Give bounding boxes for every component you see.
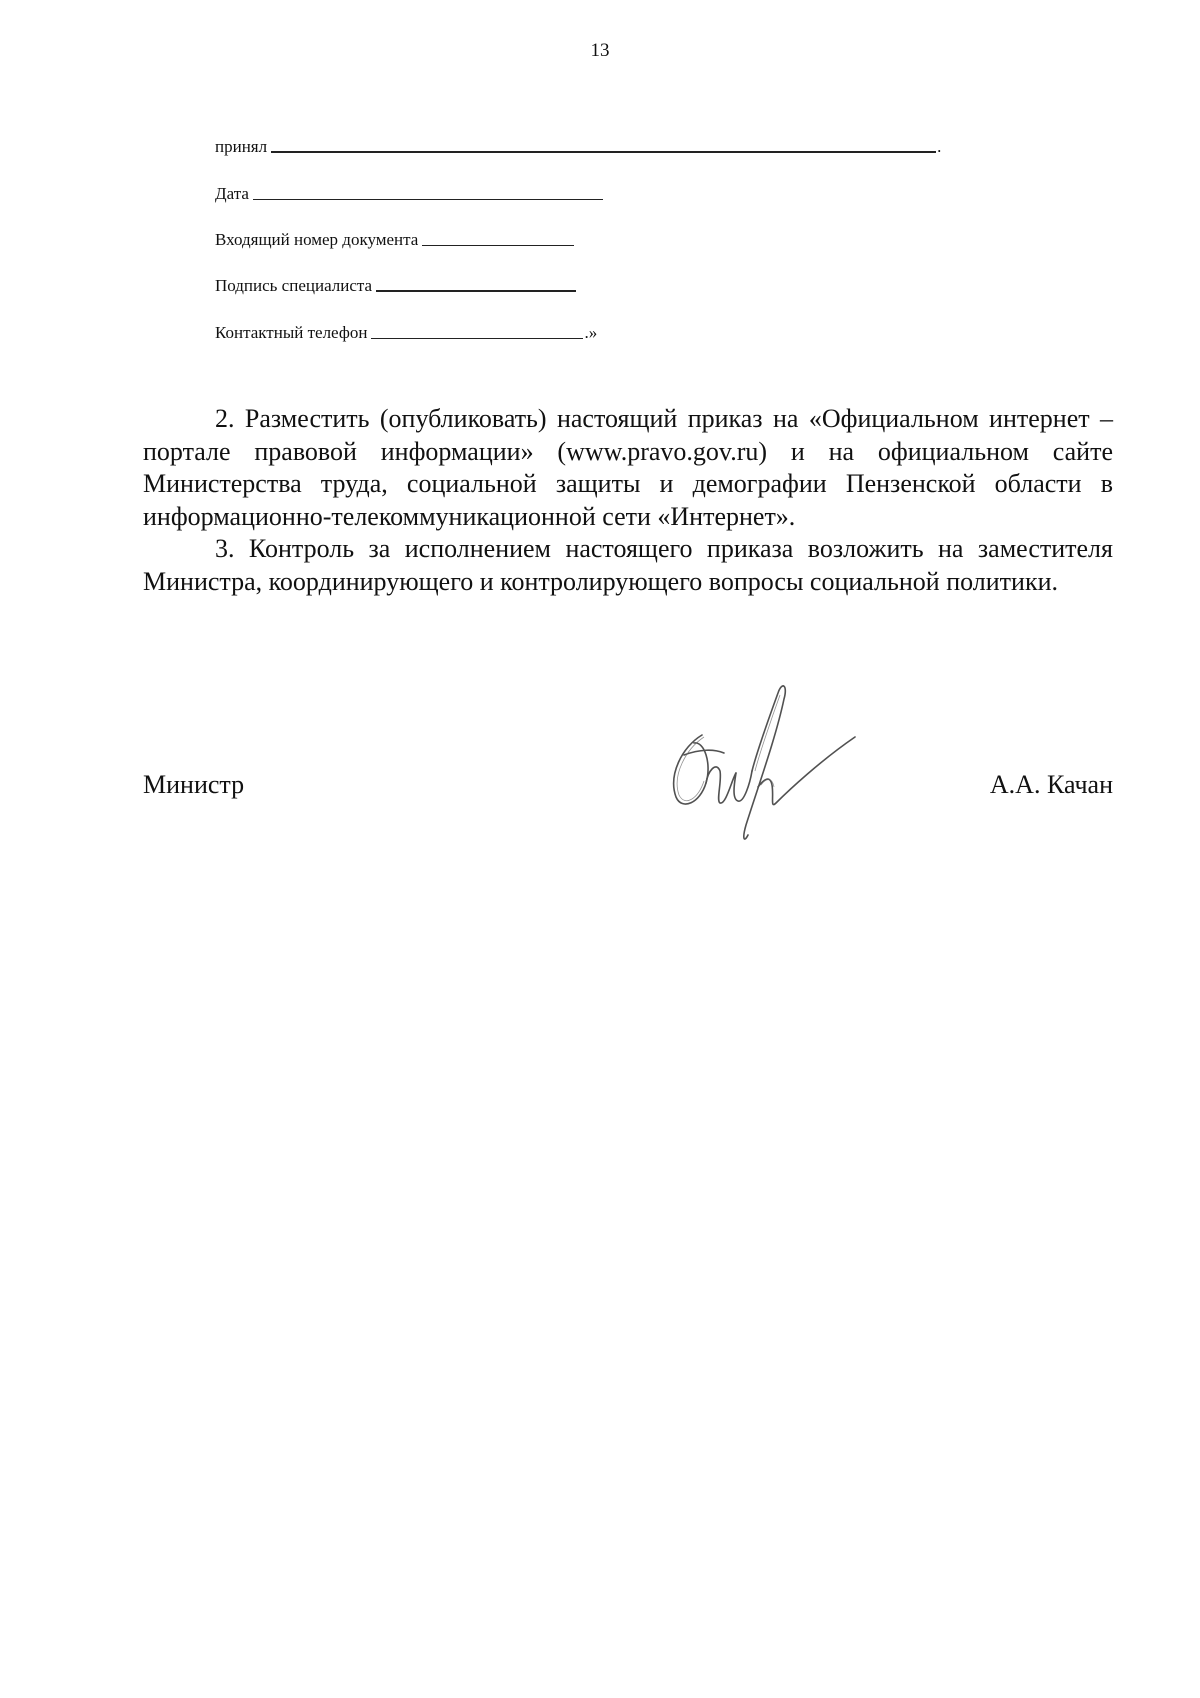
field-label: Контактный телефон bbox=[215, 323, 368, 342]
blank-line bbox=[376, 290, 576, 292]
paragraph-control: 3. Контроль за исполнением настоящего приказа возложить на заместителя Министра, координирующего и контролирующего вопросы социальной политики. bbox=[143, 534, 1113, 596]
form-field-date bbox=[215, 184, 603, 204]
blank-line bbox=[422, 245, 574, 246]
handwritten-signature bbox=[660, 675, 865, 880]
paragraph-publication: 2. Разместить (опубликовать) настоящий приказ на «Официальном интернет – портале правовой информации» (www.pravo.gov.ru) и на официальном сайте Министерства труда, социальной защиты и демографии Пензенской области в информационно-телекоммуникационной сети «Интернет». bbox=[143, 404, 1113, 531]
field-tail: .» bbox=[584, 323, 598, 342]
blank-line bbox=[271, 151, 936, 153]
field-tail: . bbox=[937, 137, 942, 156]
page-number: 13 bbox=[590, 40, 610, 61]
field-label: Входящий номер документа bbox=[215, 230, 419, 249]
blank-line bbox=[371, 338, 583, 339]
signer-position: Министр bbox=[143, 770, 245, 799]
form-field-accepted bbox=[215, 137, 941, 157]
blank-line bbox=[253, 199, 603, 200]
field-label: Подпись специалиста bbox=[215, 276, 373, 295]
body-text bbox=[143, 403, 1113, 598]
signer-name: А.А. Качан bbox=[989, 770, 1113, 799]
form-field-incoming-number bbox=[215, 230, 574, 250]
form-field-specialist-signature bbox=[215, 276, 576, 296]
form-field-phone bbox=[215, 323, 597, 343]
field-label: Дата bbox=[215, 184, 249, 203]
field-label: принял bbox=[215, 137, 268, 156]
